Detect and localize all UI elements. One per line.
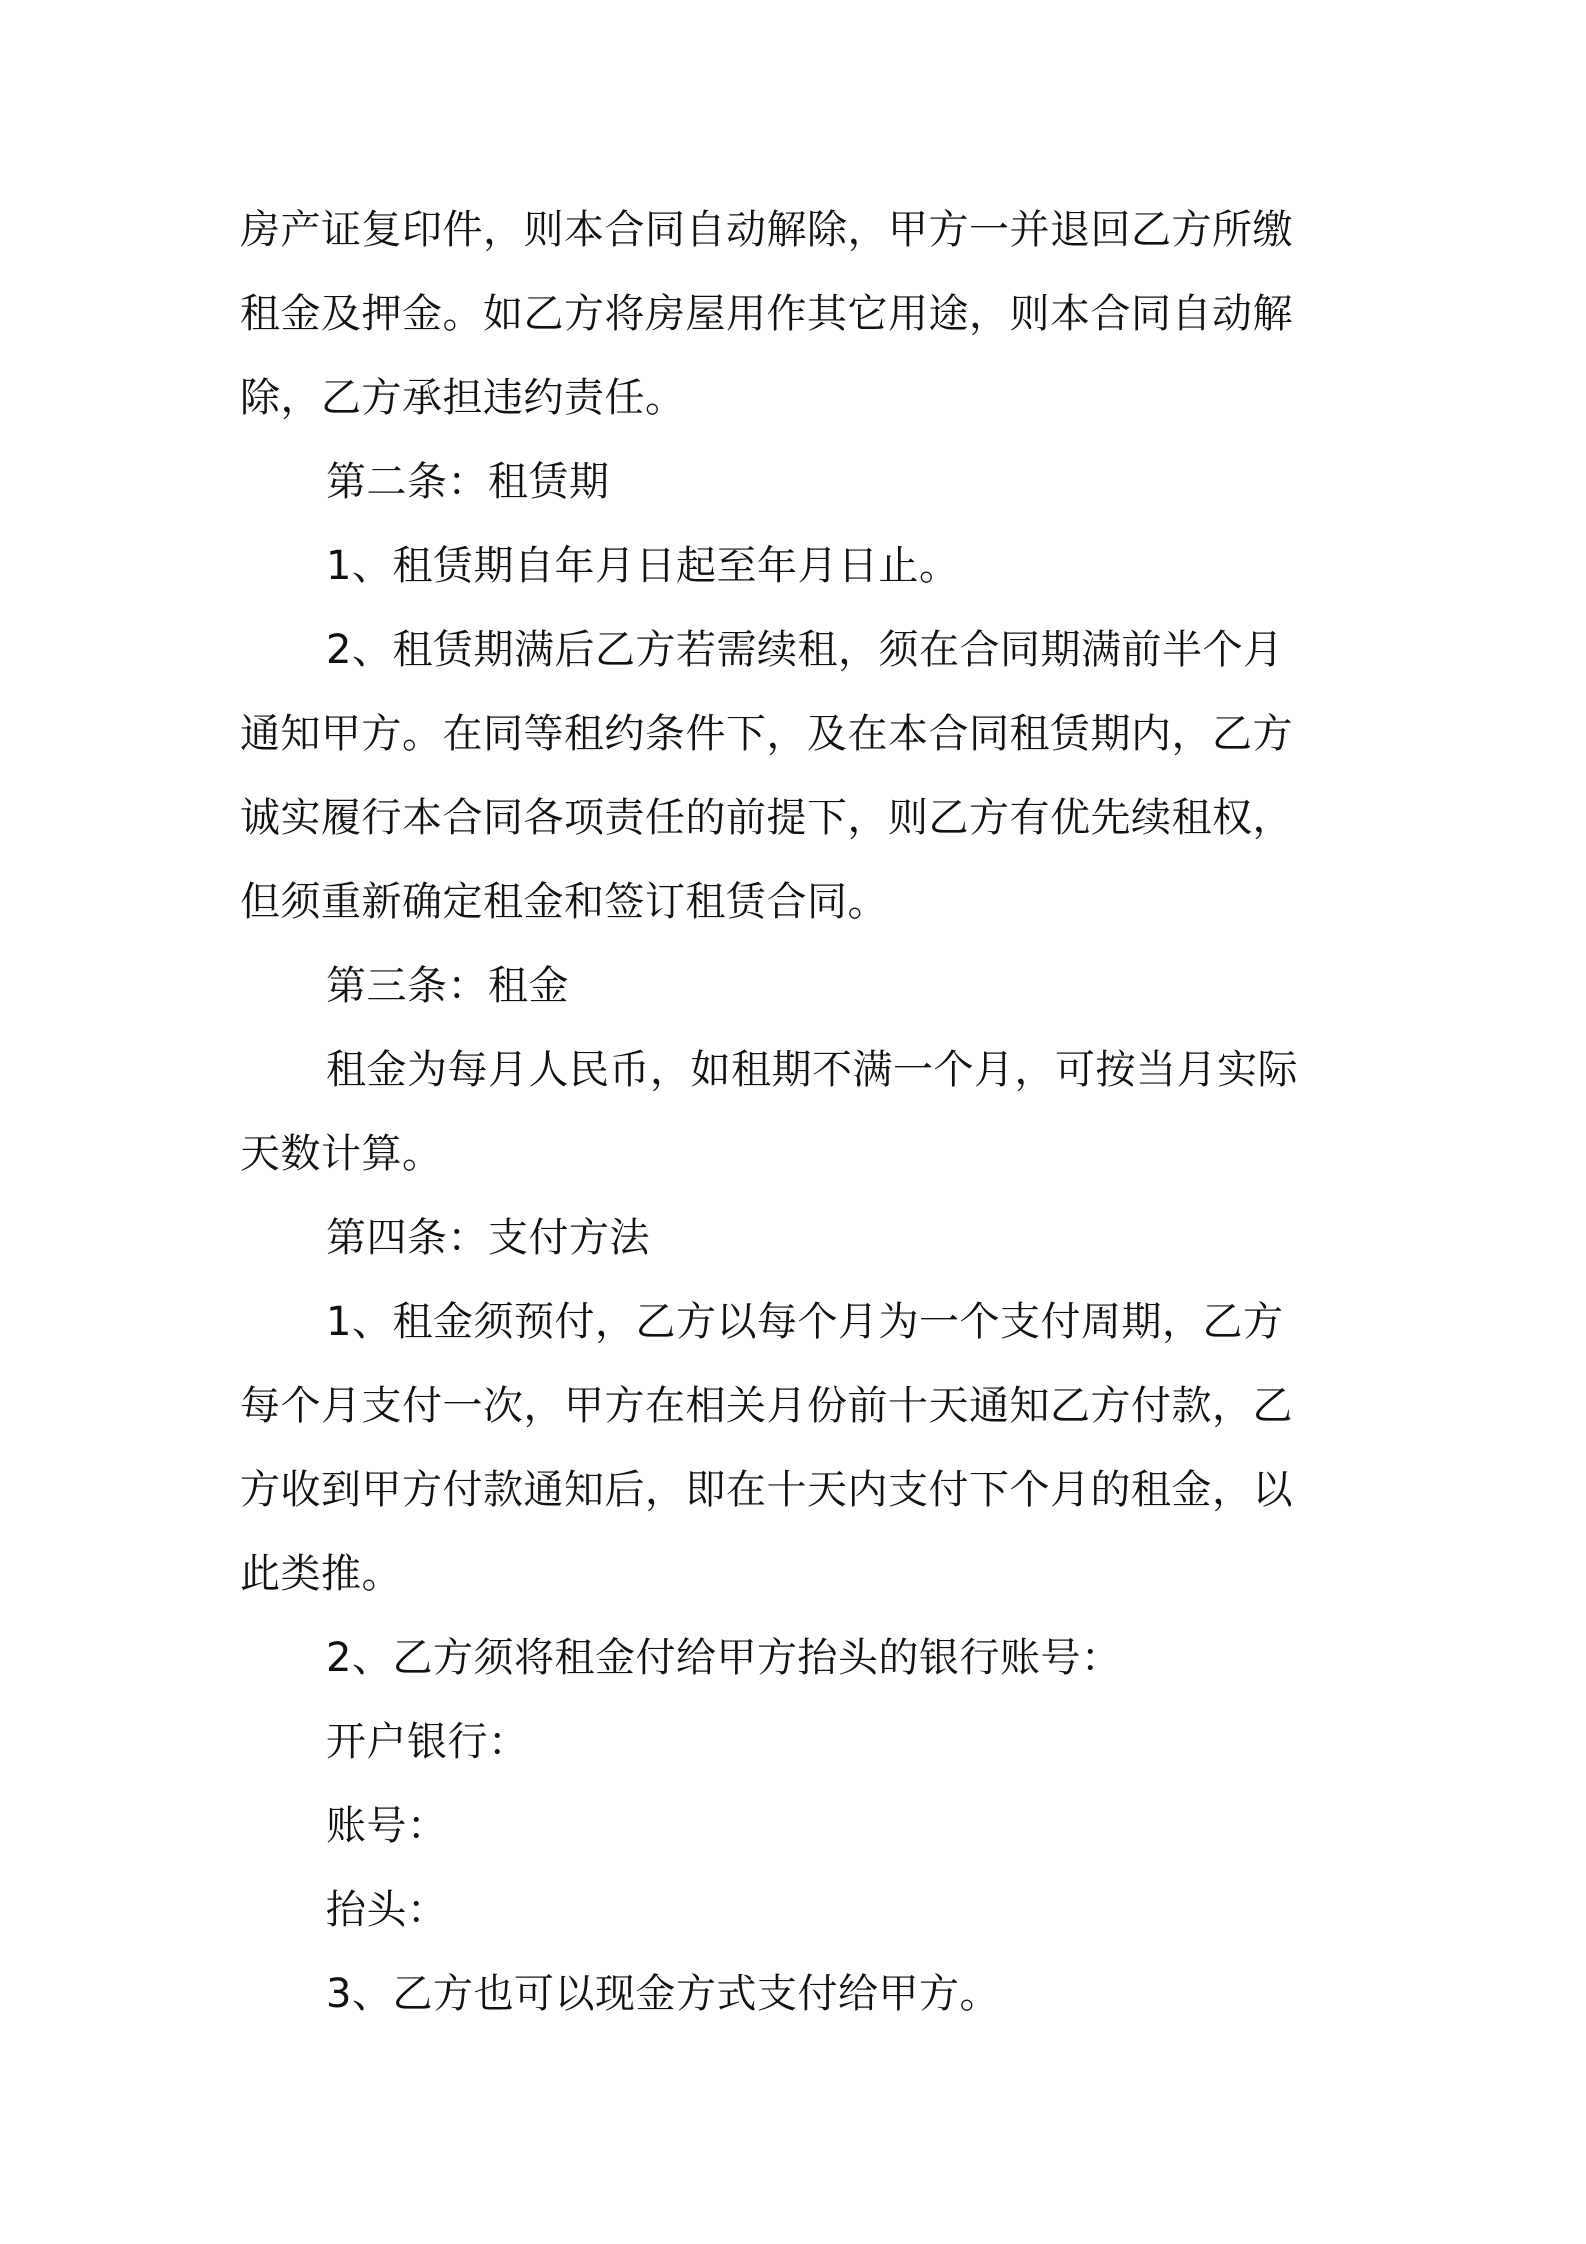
account-holder-label: 抬头： [326, 1887, 448, 1933]
text-line-5: 1、租赁期自年月日起至年月日止。 [326, 543, 960, 589]
text-line-9: 但须重新确定租金和签订租赁合同。 [240, 879, 888, 925]
text-line-2: 租金及押金。如乙方将房屋用作其它用途，则本合同自动解 [240, 291, 1293, 337]
text-line-17: 此类推。 [240, 1551, 402, 1597]
text-line-16: 方收到甲方付款通知后，即在十天内支付下个月的租金，以 [240, 1467, 1293, 1513]
article-4-heading: 第四条：支付方法 [326, 1215, 650, 1261]
text-line-3: 除，乙方承担违约责任。 [240, 375, 686, 421]
text-line-14: 1、租金须预付，乙方以每个月为一个支付周期，乙方 [326, 1299, 1284, 1345]
text-line-7: 通知甲方。在同等租约条件下，及在本合同租赁期内，乙方 [240, 711, 1293, 757]
text-line-12: 天数计算。 [240, 1131, 443, 1177]
article-3-heading: 第三条：租金 [326, 963, 569, 1009]
text-line-22: 3、乙方也可以现金方式支付给甲方。 [326, 1971, 1000, 2017]
text-line-15: 每个月支付一次，甲方在相关月份前十天通知乙方付款，乙 [240, 1383, 1293, 1429]
text-line-18: 2、乙方须将租金付给甲方抬头的银行账号： [326, 1635, 1122, 1681]
text-line-1: 房产证复印件，则本合同自动解除，甲方一并退回乙方所缴 [240, 207, 1293, 253]
bank-name-label: 开户银行： [326, 1719, 529, 1765]
text-line-8: 诚实履行本合同各项责任的前提下，则乙方有优先续租权， [240, 795, 1293, 841]
account-number-label: 账号： [326, 1803, 448, 1849]
text-line-11: 租金为每月人民币，如租期不满一个月，可按当月实际 [326, 1047, 1298, 1093]
article-2-heading: 第二条：租赁期 [326, 459, 610, 505]
text-line-6: 2、租赁期满后乙方若需续租，须在合同期满前半个月 [326, 627, 1284, 673]
